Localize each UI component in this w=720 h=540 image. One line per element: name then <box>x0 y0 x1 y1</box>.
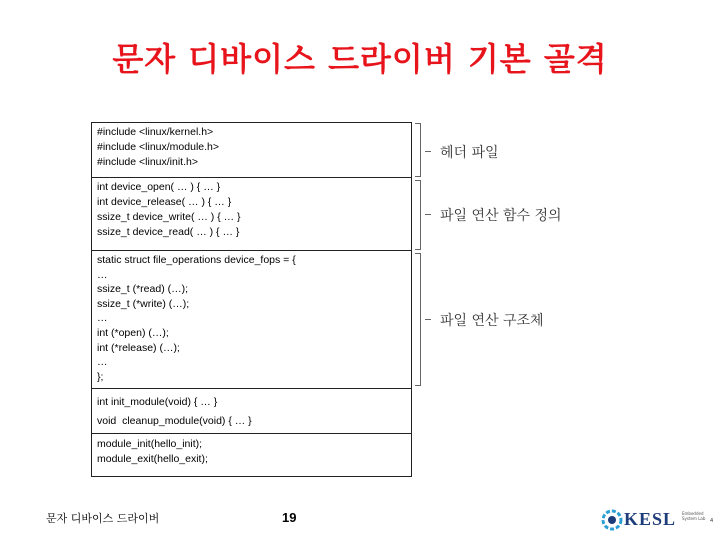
logo-mark-icon <box>600 505 624 535</box>
annotation-file-op-functions: 파일 연산 함수 정의 <box>440 208 562 224</box>
bracket-tick <box>425 214 431 215</box>
bracket-headers <box>415 123 421 177</box>
bracket-tick <box>425 319 431 320</box>
page-number: 19 <box>282 510 297 525</box>
kesl-logo <box>600 505 715 535</box>
bracket-tick <box>425 151 431 152</box>
code-line: int device_release( … ) { … } <box>97 196 232 208</box>
code-line: … <box>97 356 108 369</box>
annotation-file-op-struct: 파일 연산 구조체 <box>440 313 544 329</box>
slide-title: 문자 디바이스 드라이버 기본 골격 <box>112 40 608 78</box>
logo-text: KESL <box>624 509 677 529</box>
code-line: … <box>97 312 108 325</box>
code-line: int (*open) (…); <box>97 326 169 339</box>
code-block-functions <box>91 177 412 250</box>
code-line: int (*release) (…); <box>97 341 180 354</box>
code-line: ssize_t (*write) (…); <box>97 297 190 310</box>
code-line: module_exit(hello_exit); <box>97 453 208 465</box>
code-line: #include <linux/kernel.h> <box>97 126 214 138</box>
code-line: ssize_t device_read( … ) { … } <box>97 226 240 238</box>
code-line: #include <linux/init.h> <box>97 156 198 168</box>
code-line: static struct file_operations device_fops = { <box>97 254 296 266</box>
code-line: ssize_t (*read) (…); <box>97 283 189 296</box>
footer-title: 문자 디바이스 드라이버 <box>46 512 160 525</box>
code-block-headers <box>91 122 412 177</box>
code-line: module_init(hello_init); <box>97 438 203 450</box>
bracket-functions <box>415 180 421 250</box>
code-block-fops-struct <box>91 250 412 388</box>
code-line: #include <linux/module.h> <box>97 141 220 153</box>
bracket-fops-struct <box>415 253 421 386</box>
code-line: int device_open( … ) { … } <box>97 181 221 193</box>
code-block-module-macros <box>91 433 412 477</box>
annotation-header-file: 헤더 파일 <box>440 145 499 161</box>
logo-subtext: Embedded System Lab <box>682 511 706 521</box>
code-line: … <box>97 268 108 281</box>
code-line: void cleanup_module(void) { … } <box>97 415 252 427</box>
code-line: }; <box>97 370 104 383</box>
code-line: ssize_t device_write( … ) { … } <box>97 211 241 223</box>
code-line: int init_module(void) { … } <box>97 396 218 408</box>
code-block-init-cleanup <box>91 388 412 433</box>
logo-page-number: 4 <box>710 518 714 524</box>
